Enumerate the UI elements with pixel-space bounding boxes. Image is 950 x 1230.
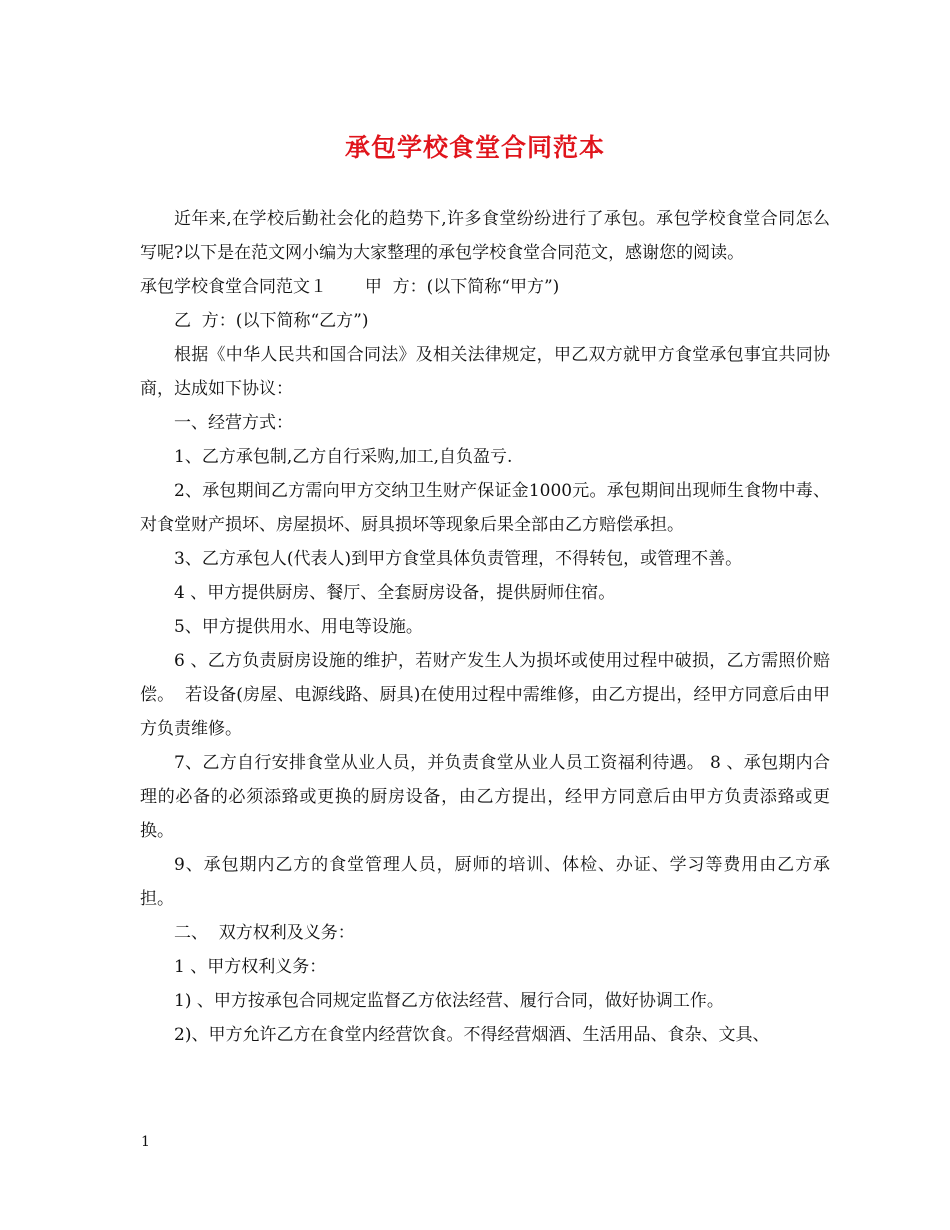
section-heading-rights-obligations: 二、 双方权利及义务： <box>174 923 355 943</box>
paragraph-intro: 近年来,在学校后勤社会化的趋势下,许多食堂纷纷进行了承包。承包学校食堂合同怎么写呢?以下是在范文网小编为大家整理的承包学校食堂合同范文，感谢您的阅读。 <box>140 209 830 263</box>
clause-3: 3、乙方承包人(代表人)到甲方食堂具体负责管理，不得转包，或管理不善。 <box>174 549 743 569</box>
clause-4: 4 、甲方提供厨房、餐厅、全套厨房设备，提供厨师住宿。 <box>174 583 616 603</box>
clause-2: 2、承包期间乙方需向甲方交纳卫生财产保证金1000元。承包期间出现师生食物中毒、对食堂财产损坏、房屋损坏、厨具损坏等现象后果全部由乙方赔偿承担。 <box>140 481 830 535</box>
subsection-heading-party-a-rights: 1 、甲方权利义务： <box>174 957 327 977</box>
clause-7-8: 7、乙方自行安排食堂从业人员，并负责食堂从业人员工资福利待遇。 8 、承包期内合理的必备的必须添臵或更换的厨房设备，由乙方提出，经甲方同意后由甲方负责添臵或更换。 <box>140 753 830 841</box>
clause-9: 9、承包期内乙方的食堂管理人员，厨师的培训、体检、办证、学习等费用由乙方承担。 <box>140 855 830 909</box>
paragraph-party-b: 乙 方：(以下简称“乙方”) <box>174 311 369 331</box>
document-title: 承包学校食堂合同范本 <box>344 133 605 162</box>
party-a-item-1: 1) 、甲方按承包合同规定监督乙方依法经营、履行合同，做好协调工作。 <box>174 991 724 1011</box>
page-number: 1 <box>141 1134 150 1150</box>
section-heading-operation-mode: 一、经营方式： <box>174 413 293 433</box>
clause-6: 6 、乙方负责厨房设施的维护，若财产发生人为损坏或使用过程中破损，乙方需照价赔偿。 若设备(房屋、电源线路、厨具)在使用过程中需维修，由乙方提出，经甲方同意后由甲方负责维修。 <box>140 651 830 739</box>
party-a-item-2: 2)、甲方允许乙方在食堂内经营饮食。不得经营烟酒、生活用品、食杂、文具、 <box>174 1025 770 1045</box>
clause-5: 5、甲方提供用水、用电等设施。 <box>174 617 423 637</box>
clause-1: 1、乙方承包制,乙方自行采购,加工,自负盈亏. <box>174 447 513 467</box>
paragraph-legal-basis: 根据《中华人民共和国合同法》及相关法律规定，甲乙双方就甲方食堂承包事宜共同协商，达成如下协议： <box>140 345 830 399</box>
document-body <box>140 202 830 1052</box>
paragraph-contract-heading-party-a: 承包学校食堂合同范文１ 甲 方：(以下简称“甲方”) <box>140 277 560 297</box>
